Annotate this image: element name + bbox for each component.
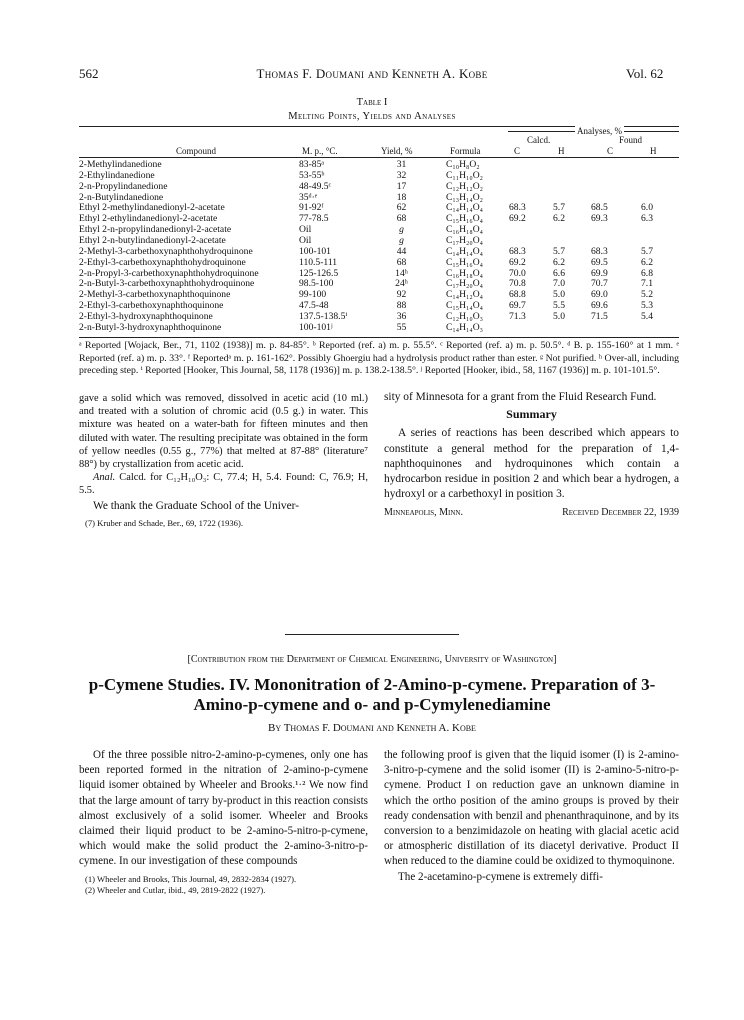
- location: Minneapolis, Minn.: [384, 507, 463, 519]
- table-row: [79, 258, 679, 269]
- row-yield: 88: [396, 300, 407, 312]
- row-found-h: 6.2: [641, 256, 653, 268]
- row-found-c: 69.5: [591, 256, 608, 268]
- col-yield: Yield, %: [381, 146, 413, 156]
- row-mp: 35ᵈ·ᵉ: [299, 191, 318, 203]
- row-yield: 24ʰ: [395, 278, 408, 290]
- col-found: Found: [619, 135, 643, 145]
- row-found-h: 6.0: [641, 202, 653, 214]
- row-calc-h: 7.0: [553, 278, 565, 290]
- reference-2: (2) Wheeler and Cutlar, ibid., 49, 2819-2822 (1927).: [85, 884, 266, 895]
- row-calc-c: 69.2: [509, 256, 526, 268]
- row-compound: 2-Ethyl-3-carbethoxynaphthoquinone: [79, 300, 224, 312]
- anal-text: Calcd. for C₁₂H₁₀O₃: C, 77.4; H, 5.4. Found: C, 76.9; H, 5.5.: [79, 472, 368, 497]
- col-found-h: H: [650, 146, 657, 156]
- reference-1: (1) Wheeler and Brooks, This Journal, 49, 2832-2834 (1927).: [85, 873, 297, 884]
- row-formula: C₁₃H₁₄O₂: [446, 191, 483, 203]
- article-left-column: [79, 748, 368, 896]
- row-mp: 100-101: [299, 245, 331, 257]
- row-calc-c: 70.8: [509, 278, 526, 290]
- row-calc-c: 68.3: [509, 202, 526, 214]
- row-compound: Ethyl 2-n-butylindanedionyl-2-acetate: [79, 234, 226, 246]
- article-authors: By Thomas F. Doumani and Kenneth A. Kobe: [268, 722, 476, 734]
- row-yield: 68: [396, 213, 407, 225]
- row-found-h: 7.1: [641, 278, 653, 290]
- row-compound: Ethyl 2-methylindanedionyl-2-acetate: [79, 202, 225, 214]
- article-right-column: [384, 748, 679, 885]
- row-yield: 55: [396, 321, 407, 333]
- col-mp: M. p., °C.: [302, 146, 338, 156]
- row-found-h: 5.2: [641, 289, 653, 301]
- row-yield: 62: [396, 202, 407, 214]
- page-number: 562: [79, 66, 99, 81]
- row-yield: 68: [396, 256, 407, 268]
- row-found-c: 69.6: [591, 300, 608, 312]
- row-formula: C₁₄H₁₂O₄: [446, 289, 483, 301]
- summary-heading: Summary: [506, 407, 557, 422]
- table-row: [79, 247, 679, 258]
- row-compound: 2-Methylindanedione: [79, 159, 162, 170]
- experimental-paragraph: gave a solid which was removed, dissolved in acetic acid (10 ml.) and treated with a solution of chromic acid (0.5 g.) in water. This mixture was heated on a water-bath for fifteen minutes and then diluted with water. The resulting precipitate was obtained in the form of yellow needles (0.55 g., 77%) that melted at 87-88° (literature⁷ 88°) by crystallization from acetic acid.: [79, 393, 368, 471]
- row-calc-c: 69.2: [509, 213, 526, 225]
- col-compound: Compound: [176, 146, 217, 156]
- row-yield: g: [399, 234, 404, 246]
- row-compound: 2-Methyl-3-carbethoxynaphthohydroquinone: [79, 245, 253, 257]
- row-calc-h: 5.0: [553, 310, 565, 322]
- row-compound: Ethyl 2-ethylindanedionyl-2-acetate: [79, 213, 218, 225]
- row-yield: 32: [396, 169, 407, 181]
- row-compound: 2-Ethyl-3-hydroxynaphthoquinone: [79, 310, 213, 322]
- table-row: [79, 182, 679, 193]
- row-formula: C₁₅H₁₆O₄: [446, 213, 483, 225]
- row-calc-h: 6.6: [553, 267, 565, 279]
- row-formula: C₁₂H₁₂O₂: [446, 180, 483, 192]
- row-yield: 18: [396, 191, 407, 203]
- row-compound: 2-Methyl-3-carbethoxynaphthoquinone: [79, 289, 231, 301]
- row-found-c: 69.0: [591, 289, 608, 301]
- row-calc-h: 6.2: [553, 256, 565, 268]
- row-formula: C₁₅H₁₆O₄: [446, 256, 483, 268]
- table-bottom-rule: [79, 337, 679, 338]
- upper-left-column: [79, 392, 368, 529]
- row-mp: 100-101ʲ: [299, 321, 333, 333]
- row-found-h: 5.3: [641, 300, 653, 312]
- row-mp: Oil: [299, 224, 312, 236]
- row-yield: 44: [396, 245, 407, 257]
- row-yield: 92: [396, 289, 407, 301]
- row-mp: 91-92ᶠ: [299, 202, 324, 214]
- acetamino-paragraph: The 2-acetamino-p-cymene is extremely diffi-: [398, 870, 603, 883]
- row-compound: 2-n-Butylindanedione: [79, 191, 164, 203]
- row-calc-h: 5.7: [553, 202, 565, 214]
- row-mp: 77-78.5: [299, 213, 329, 225]
- row-mp: 110.5-111: [299, 256, 338, 268]
- row-formula: C₁₄H₁₄O₄: [446, 245, 483, 257]
- row-found-h: 6.3: [641, 213, 653, 225]
- col-found-c: C: [607, 146, 614, 156]
- table-title: Table I: [356, 97, 388, 108]
- row-found-h: 5.7: [641, 245, 653, 257]
- row-mp: 99-100: [299, 289, 327, 301]
- thanks-paragraph: We thank the Graduate School of the Univer-: [93, 499, 300, 512]
- table-footnotes: ᵃ Reported [Wojack, Ber., 71, 1102 (1938)] m. p. 84-85°. ᵇ Reported (ref. a) m. p. 55.5°. ᶜ Reported (ref. a) m. p. 50.5°. ᵈ B. p. 155-160° at 1 mm. ᵉ Reported (ref. a) m. p. 33°. ᶠ Reportedᵃ m. p. 161-162°. Possibly Ghoergiu had a hydrolysis product rather than ester. ᵍ Not purified. ʰ Over-all, including preceding step. ⁱ Reported [Hooker, This Journal, 58, 1178 (1936)] m. p. 138.2-138.5°. ʲ Reported [Hooker, ibid., 58, 1167 (1936)] m. p. 101-101.5°.: [79, 340, 679, 376]
- row-found-c: 71.5: [591, 310, 608, 322]
- row-formula: C₁₇H₂₀O₄: [446, 234, 483, 246]
- row-yield: 36: [396, 310, 407, 322]
- row-formula: C₁₆H₁₈O₄: [446, 267, 483, 279]
- row-formula: C₁₀H₈O₂: [446, 159, 480, 170]
- table-subtitle: Melting Points, Yields and Analyses: [288, 111, 456, 122]
- footnote-7: (7) Kruber and Schade, Ber., 69, 1722 (1936).: [85, 517, 243, 528]
- upper-right-column: [384, 390, 679, 521]
- contribution-line: [Contribution from the Department of Chemical Engineering, University of Washington]: [187, 654, 557, 665]
- row-found-h: 5.4: [641, 310, 653, 322]
- row-formula: C₁₇H₂₀O₄: [446, 278, 483, 290]
- col-analyses: Analyses, %: [577, 126, 622, 136]
- thanks-continued: sity of Minnesota for a grant from the Fluid Research Fund.: [384, 391, 657, 403]
- row-mp: 98.5-100: [299, 278, 334, 290]
- row-calc-c: 70.0: [509, 267, 526, 279]
- row-compound: 2-n-Propyl-3-carbethoxynaphthohydroquinone: [79, 267, 259, 279]
- row-calc-c: 69.7: [509, 300, 526, 312]
- table-row: [79, 323, 679, 334]
- summary-text: A series of reactions has been described which appears to constitute a general method for the preparation of 1,4-naphthoquinones and hydroquinones which contain a hydrocarbon residue in position 2 and which bear a hydrogen, a hydroxyl or a carbethoxyl in position 3.: [384, 427, 679, 501]
- row-found-c: 70.7: [591, 278, 608, 290]
- col-calc-h: H: [558, 146, 565, 156]
- row-mp: Oil: [299, 234, 312, 246]
- row-formula: C₁₆H₁₈O₄: [446, 224, 483, 236]
- received-date: Received December 22, 1939: [562, 507, 679, 519]
- row-formula: C₁₁H₁₀O₂: [446, 169, 483, 181]
- row-yield: 31: [396, 159, 407, 170]
- row-found-c: 68.3: [591, 245, 608, 257]
- row-calc-h: 5.7: [553, 245, 565, 257]
- analysis-paragraph: [79, 471, 368, 497]
- row-mp: 125-126.5: [299, 267, 339, 279]
- row-formula: C₁₅H₁₄O₄: [446, 300, 483, 312]
- row-mp: 83-85ᵃ: [299, 159, 325, 170]
- row-found-c: 69.3: [591, 213, 608, 225]
- row-compound: 2-n-Butyl-3-hydroxynaphthoquinone: [79, 321, 222, 333]
- row-formula: C₁₄H₁₄O₄: [446, 202, 483, 214]
- row-calc-c: 71.3: [509, 310, 526, 322]
- row-compound: Ethyl 2-n-propylindanedionyl-2-acetate: [79, 224, 232, 236]
- row-calc-c: 68.8: [509, 289, 526, 301]
- row-yield: 17: [396, 180, 407, 192]
- row-mp: 137.5-138.5ⁱ: [299, 310, 348, 322]
- received-line: [384, 505, 679, 521]
- table-row: [79, 160, 679, 171]
- col-formula: Formula: [450, 146, 481, 156]
- row-formula: C₁₄H₁₄O₃: [446, 321, 483, 333]
- article-divider: [285, 634, 459, 635]
- running-title: Thomas F. Doumani and Kenneth A. Kobe: [256, 66, 488, 81]
- row-found-h: 6.8: [641, 267, 653, 279]
- row-found-c: 69.9: [591, 267, 608, 279]
- row-compound: 2-Ethylindanedione: [79, 169, 155, 181]
- row-calc-h: 6.2: [553, 213, 565, 225]
- table-row: [79, 171, 679, 182]
- row-calc-h: 5.0: [553, 289, 565, 301]
- row-formula: C₁₂H₁₀O₃: [446, 310, 483, 322]
- anal-label: Anal.: [93, 472, 116, 484]
- row-calc-c: 68.3: [509, 245, 526, 257]
- row-mp: 47.5-48: [299, 300, 329, 312]
- table-header-rule: [79, 157, 679, 158]
- intro-paragraph: Of the three possible nitro-2-amino-p-cymenes, only one has been reported formed in the nitration of 2-amino-p-cymene liquid isomer obtained by Wheeler and Brooks.¹·² We now find that the large amount of tarry by-product in this reaction consists almost exclusively of a solid isomer. Wheeler and Brooks claimed their liquid product to be 2-amino-5-nitro-p-cymene, which would make the solid product the 2-amino-3-nitro-p-cymene. In our investigation of these compounds: [79, 749, 368, 868]
- row-compound: 2-n-Butyl-3-carbethoxynaphthohydroquinone: [79, 278, 255, 290]
- volume-label: Vol. 62: [626, 66, 664, 81]
- col-calc-c: C: [514, 146, 521, 156]
- proof-paragraph: the following proof is given that the liquid isomer (I) is 2-amino-3-nitro-p-cymene and the solid isomer (II) is 2-amino-5-nitro-p-cymene. Product I on reduction gave an unknown diamine in which the ortho position of the amino groups is proved by their ready condensation with benzil and phenanthraquinone, and by its conversion to a benzimidazole on heating with glacial acetic acid or atmospheric distillation of its diacetyl derivative. Product II when reduced to the diamine could be oxidized to thymoquinone.: [384, 749, 679, 868]
- row-compound: 2-n-Propylindanedione: [79, 180, 168, 192]
- row-mp: 48-49.5ᶜ: [299, 180, 332, 192]
- row-compound: 2-Ethyl-3-carbethoxynaphthohydroquinone: [79, 256, 246, 268]
- row-yield: g: [399, 224, 404, 236]
- article-title: p-Cymene Studies. IV. Mononitration of 2-Amino-p-cymene. Preparation of 3-Amino-p-cymene and o- and p-Cymylenediamine: [88, 675, 656, 714]
- row-found-c: 68.5: [591, 202, 608, 214]
- row-mp: 53-55ᵇ: [299, 169, 325, 181]
- row-calc-h: 5.5: [553, 300, 565, 312]
- col-calcd: Calcd.: [527, 135, 551, 145]
- row-yield: 14ʰ: [395, 267, 408, 279]
